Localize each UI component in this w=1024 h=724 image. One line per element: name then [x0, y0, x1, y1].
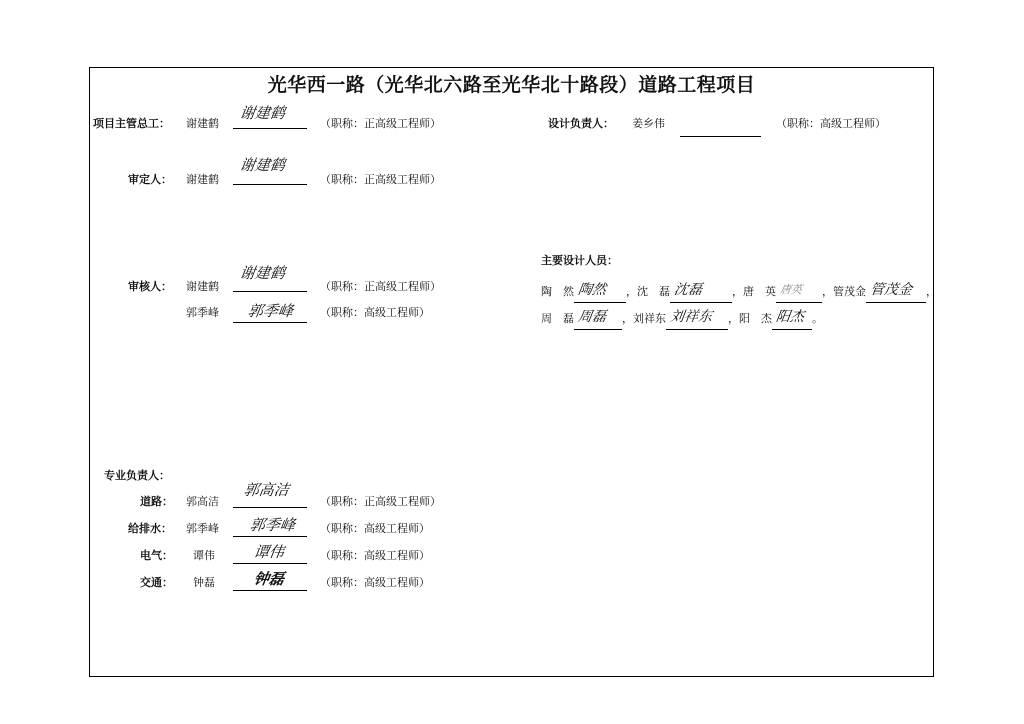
design-lead-signature-line: [680, 136, 761, 137]
designer-signature: 唐英: [779, 283, 803, 296]
reviewer-title: （职称：正高级工程师）: [320, 280, 441, 293]
main-designers-label: 主要设计人员：: [541, 254, 618, 267]
specialty-name: 郭高洁: [186, 495, 219, 508]
chief-engineer-name: 谢建鹤: [186, 117, 219, 130]
reviewer-label: 审核人：: [128, 280, 172, 293]
reviewer-title: （职称：高级工程师）: [320, 306, 430, 319]
specialty-title: （职称：高级工程师）: [320, 549, 430, 562]
design-lead-label: 设计负责人：: [548, 117, 614, 130]
specialty-signature-line: [233, 563, 307, 564]
approver-signature-line: [233, 184, 307, 185]
designer-name: 沈 磊: [637, 285, 670, 298]
chief-engineer-label: 项目主管总工：: [93, 117, 170, 130]
reviewer-signature: 谢建鹤: [238, 264, 287, 282]
designer-name: 刘祥东: [633, 312, 666, 325]
specialty-signature: 郭高洁: [242, 481, 291, 499]
designer-signature-line: [670, 282, 732, 303]
designer-separator: ，: [732, 285, 743, 298]
specialty-name: 钟磊: [193, 576, 215, 589]
designer-row: [541, 308, 823, 330]
designer-separator: ，: [728, 312, 739, 325]
chief-engineer-signature: 谢建鹤: [238, 104, 287, 122]
specialty-title: （职称：正高级工程师）: [320, 495, 441, 508]
specialty-role: 电气：: [140, 549, 173, 562]
designer-signature: 刘祥东: [668, 309, 714, 325]
reviewer-signature: 郭季峰: [246, 302, 295, 320]
approver-signature: 谢建鹤: [238, 156, 287, 174]
designer-signature: 管茂金: [868, 282, 914, 298]
designer-signature-line: [772, 309, 812, 330]
designer-signature-line: [574, 282, 626, 303]
chief-engineer-title: （职称：正高级工程师）: [320, 117, 441, 130]
designer-name: 管茂金: [833, 285, 866, 298]
approver-label: 审定人：: [128, 173, 172, 186]
designer-row: [541, 281, 937, 303]
designer-signature-line: [776, 283, 822, 303]
specialty-signature: 谭伟: [252, 543, 286, 561]
designer-signature-line: [866, 282, 926, 303]
specialty-role: 道路：: [140, 495, 173, 508]
specialty-name: 谭伟: [193, 549, 215, 562]
document-title: 光华西一路（光华北六路至光华北十路段）道路工程项目: [267, 74, 756, 96]
approver-title: （职称：正高级工程师）: [320, 173, 441, 186]
specialty-signature-line: [233, 536, 307, 537]
specialty-name: 郭季峰: [186, 522, 219, 535]
specialty-signature-line: [233, 590, 307, 591]
chief-engineer-signature-line: [233, 128, 307, 129]
specialty-signature-line: [233, 507, 307, 508]
designer-name: 阳 杰: [739, 312, 772, 325]
specialty-label: 专业负责人：: [104, 469, 170, 482]
designer-signature-line: [666, 309, 728, 330]
designer-separator: ，: [622, 312, 633, 325]
designer-separator: ，: [926, 285, 937, 298]
designer-signature: 周磊: [576, 309, 608, 325]
reviewer-signature-line: [233, 322, 307, 323]
reviewer-name: 谢建鹤: [186, 280, 219, 293]
document-frame: [89, 67, 934, 677]
designer-name: 陶 然: [541, 285, 574, 298]
specialty-title: （职称：高级工程师）: [320, 522, 430, 535]
reviewer-name: 郭季峰: [186, 306, 219, 319]
design-lead-name: 姜乡伟: [632, 117, 665, 130]
designer-signature-line: [574, 309, 622, 330]
specialty-signature: 钟磊: [252, 570, 286, 588]
designer-signature: 沈磊: [672, 282, 704, 298]
reviewer-signature-line: [233, 291, 307, 292]
designer-separator: ，: [626, 285, 637, 298]
designer-separator: ，: [822, 285, 833, 298]
designer-signature: 阳杰: [774, 309, 806, 325]
designer-signature: 陶然: [576, 282, 608, 298]
specialty-title: （职称：高级工程师）: [320, 576, 430, 589]
approver-name: 谢建鹤: [186, 173, 219, 186]
design-lead-title: （职称：高级工程师）: [776, 117, 886, 130]
designer-name: 唐 英: [743, 285, 776, 298]
designer-separator: 。: [812, 312, 823, 325]
designer-name: 周 磊: [541, 312, 574, 325]
specialty-role: 交通：: [140, 576, 173, 589]
specialty-role: 给排水：: [128, 522, 172, 535]
specialty-signature: 郭季峰: [248, 516, 297, 534]
